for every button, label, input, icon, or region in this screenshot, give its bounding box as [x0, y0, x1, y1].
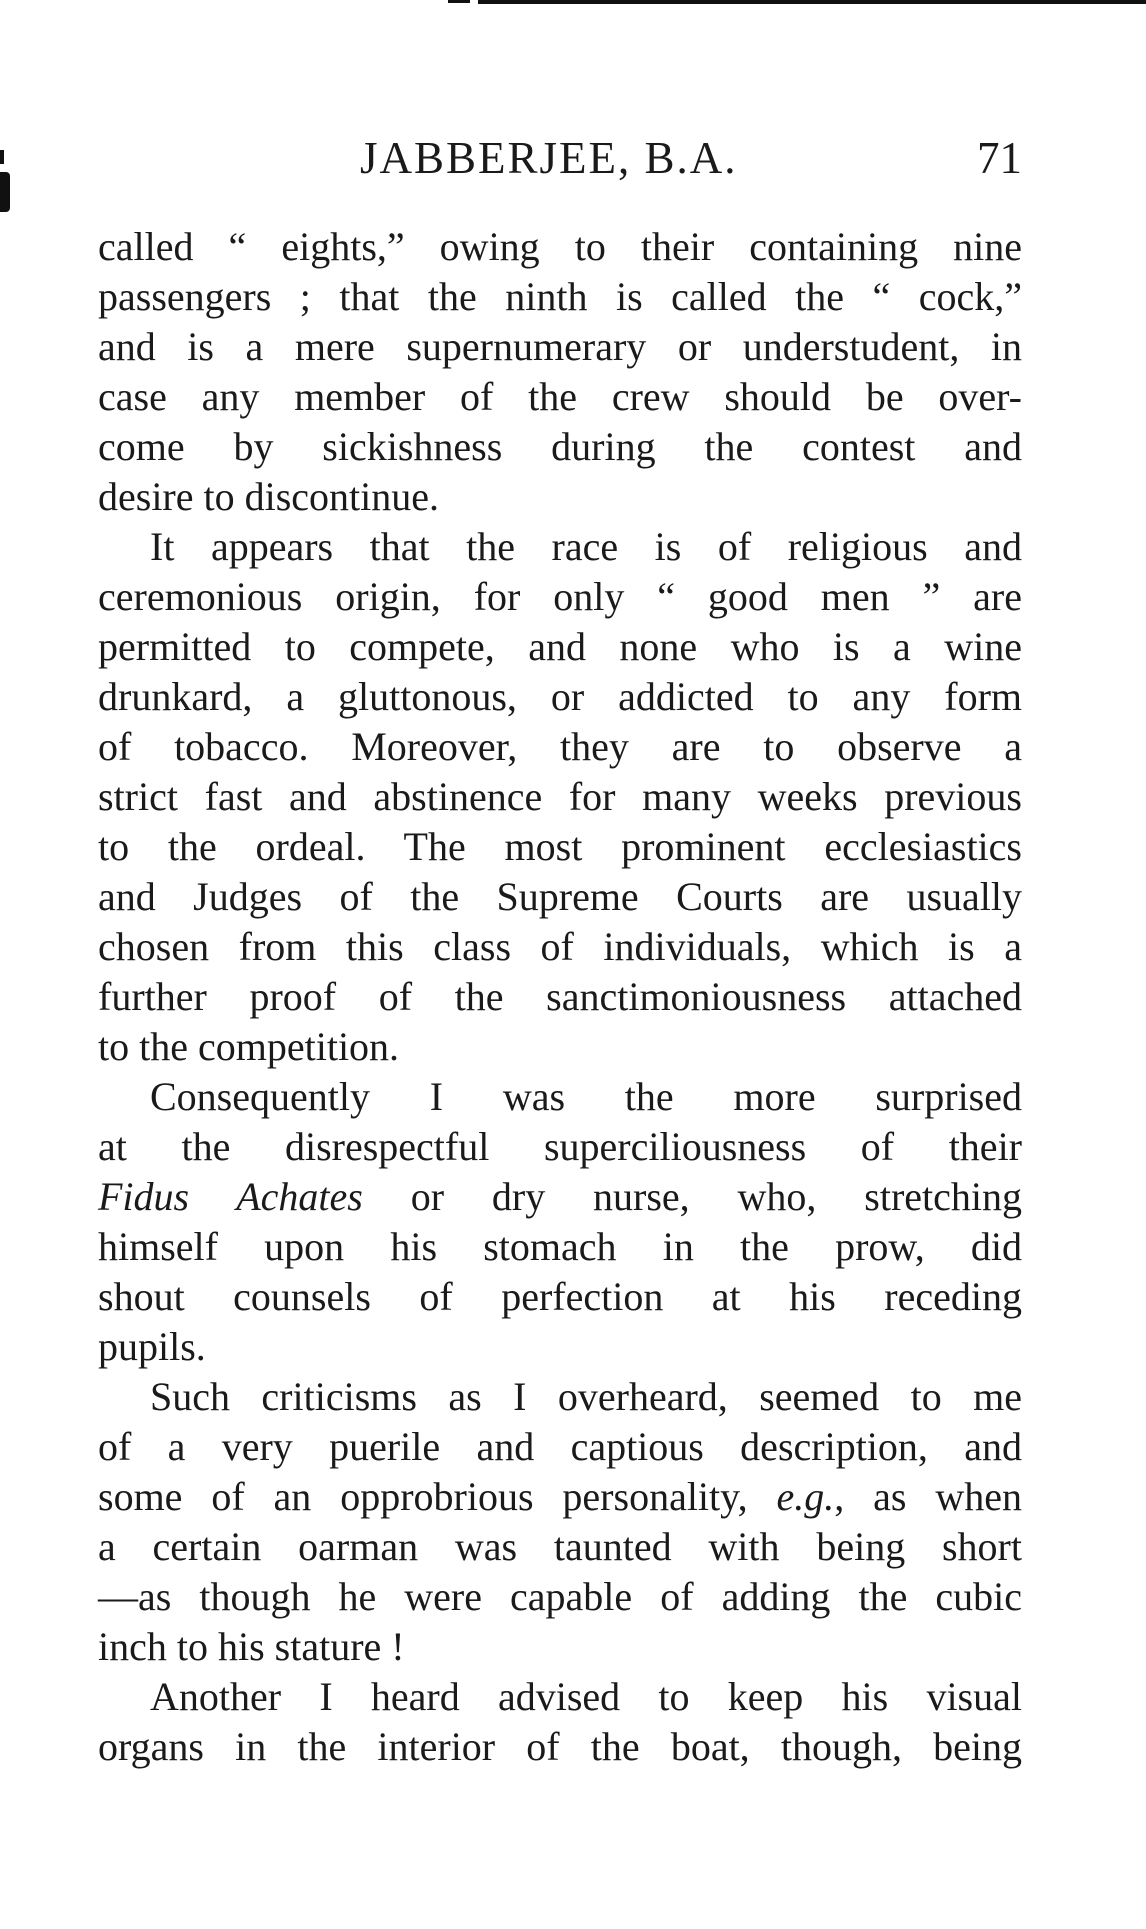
text-line: to the ordeal. The most prominent ecclesiastics: [98, 824, 1022, 869]
text-run: or dry nurse, who, stretching: [362, 1174, 1022, 1219]
text-line: chosen from this class of individuals, which is a: [98, 924, 1022, 969]
text-line: Another I heard advised to keep his visual: [150, 1674, 1022, 1719]
text-line: It appears that the race is of religious and: [150, 524, 1022, 569]
text-line: called “ eights,” owing to their containing nine: [98, 224, 1022, 269]
text-line: passengers ; that the ninth is called the “ cock,”: [98, 274, 1022, 319]
text-line: case any member of the crew should be over-: [98, 374, 1022, 419]
italic-phrase: Fidus Achates: [98, 1174, 363, 1219]
text-line: at the disrespectful superciliousness of their: [98, 1124, 1022, 1169]
text-line: and Judges of the Supreme Courts are usually: [98, 874, 1022, 919]
italic-abbreviation: e.g.: [776, 1474, 835, 1519]
text-line: shout counsels of perfection at his receding: [98, 1274, 1022, 1319]
text-run: , as when: [834, 1474, 1022, 1519]
text-line: [98, 1172, 1022, 1222]
text-line: ceremonious origin, for only “ good men ” are: [98, 574, 1022, 619]
scan-edge-mark: [0, 150, 12, 230]
text-line: to the competition.: [98, 1024, 400, 1069]
text-line: permitted to compete, and none who is a wine: [98, 624, 1022, 669]
text-line: Such criticisms as I overheard, seemed to me: [150, 1374, 1022, 1419]
text-line: pupils.: [98, 1324, 206, 1369]
text-line: organs in the interior of the boat, though, being: [98, 1724, 1022, 1769]
text-line: further proof of the sanctimoniousness attached: [98, 974, 1022, 1019]
text-line: a certain oarman was taunted with being short: [98, 1524, 1022, 1569]
page-number: 71: [977, 133, 1022, 183]
page-header: [98, 132, 1022, 192]
text-line: of tobacco. Moreover, they are to observe a: [98, 724, 1022, 769]
text-line: drunkard, a gluttonous, or addicted to any form: [98, 674, 1022, 719]
text-line: strict fast and abstinence for many weeks previous: [98, 774, 1022, 819]
text-line: inch to his stature !: [98, 1624, 405, 1669]
text-line: Consequently I was the more surprised: [150, 1074, 1022, 1119]
text-line: desire to discontinue.: [98, 474, 440, 519]
text-line: of a very puerile and captious description, and: [98, 1424, 1022, 1469]
running-head: JABBERJEE, B.A.: [360, 133, 738, 183]
text-run: some of an opprobrious personality,: [98, 1474, 777, 1519]
text-line: come by sickishness during the contest and: [98, 424, 1022, 469]
top-rule: [478, 0, 1146, 4]
text-line: himself upon his stomach in the prow, did: [98, 1224, 1022, 1269]
text-line: [98, 1472, 1022, 1522]
text-line: and is a mere supernumerary or understudent, in: [98, 324, 1022, 369]
top-rule-fragment: [448, 0, 470, 3]
text-line: —as though he were capable of adding the cubic: [98, 1574, 1022, 1619]
body-text: [98, 222, 1022, 1772]
